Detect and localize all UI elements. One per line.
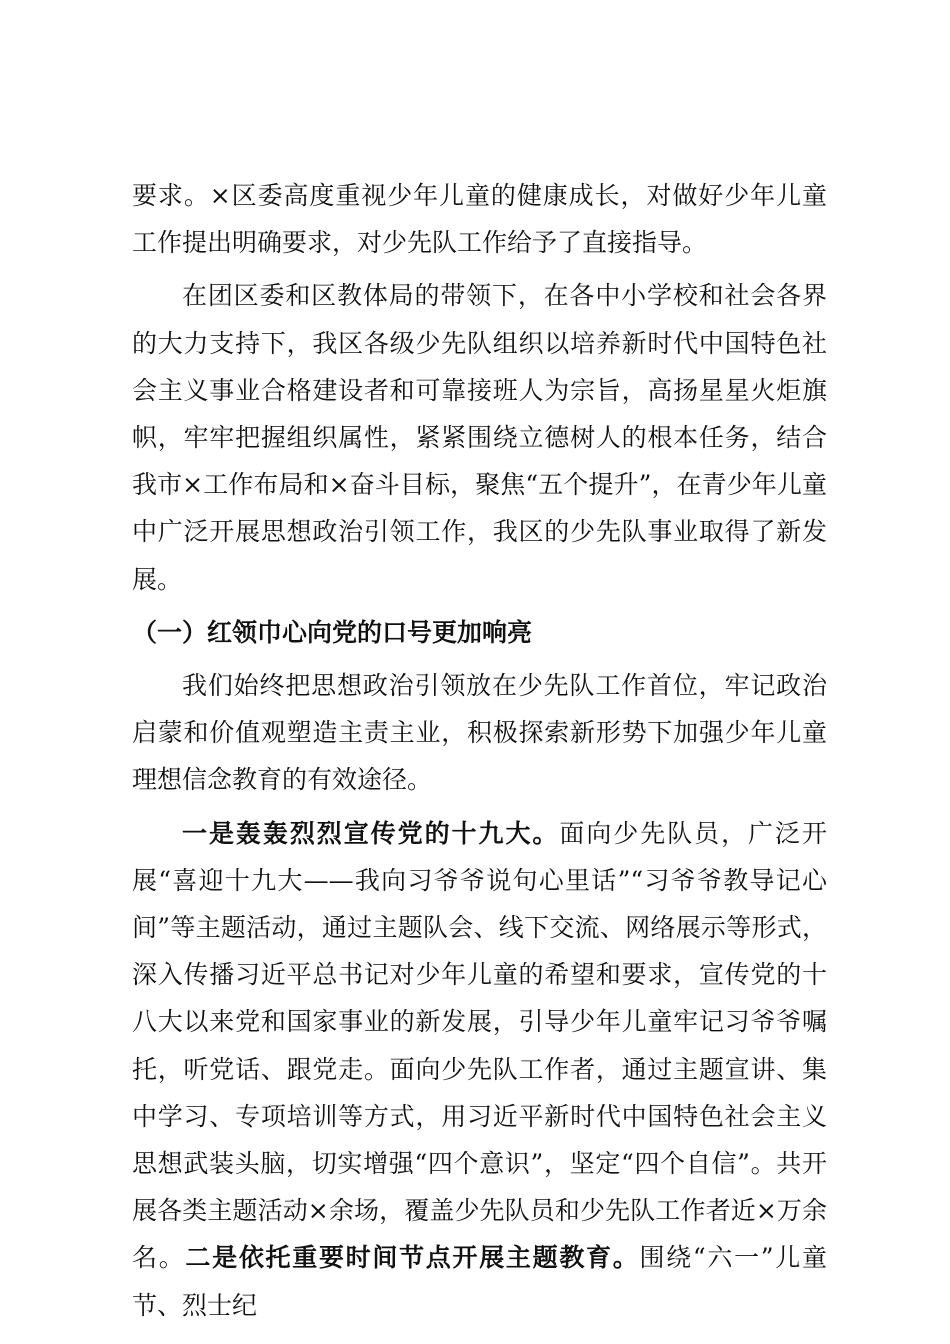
paragraph-section-intro: 我们始终把思想政治引领放在少先队工作首位，牢记政治启蒙和价值观塑造主责主业，积极探索新形势下加强少年儿童理想信念教育的有效途径。	[132, 671, 827, 795]
point-one-lead: 一是轰轰烈烈宣传党的十九大。	[182, 818, 560, 848]
section-heading: （一）红领巾心向党的口号更加响亮	[132, 617, 533, 647]
point-one-body: 面向少先队员，广泛开展“喜迎十九大——我向习爷爷说句心里话”“习爷爷教导记心间”等主题活动，通过主题队会、线下交流、网络展示等形式，深入传播习近平总书记对少年儿童的希望和要求，宣传党的十八大以来党和国家事业的新发展，引导少年儿童牢记习爷爷嘱托，听党话、跟党走。面向少先队工作者，通过主题宣讲、集中学习、专项培训等方式，用习近平新时代中国特色社会主义思想武装头脑，切实增强“四个意识”，坚定“四个自信”。共开展各类主题活动×余场，覆盖少先队员和少先队工作者近×万余名。	[132, 818, 827, 1273]
paragraph-continuation: 要求。×区委高度重视少年儿童的健康成长，对做好少年儿童工作提出明确要求，对少先队工作给予了直接指导。	[132, 181, 827, 258]
point-two-body: 围绕“六一”儿童节、烈士纪	[132, 1243, 827, 1320]
document-body	[132, 172, 827, 1329]
paragraph-intro: 在团区委和区教体局的带领下，在各中小学校和社会各界的大力支持下，我区各级少先队组织以培养新时代中国特色社会主义事业合格建设者和可靠接班人为宗旨，高扬星星火炬旗帜，牢牢把握组织属性，紧紧围绕立德树人的根本任务，结合我市×工作布局和×奋斗目标，聚焦“五个提升”，在青少年儿童中广泛开展思想政治引领工作，我区的少先队事业取得了新发展。	[132, 281, 827, 594]
point-two-lead: 二是依托重要时间节点开展主题教育。	[185, 1243, 640, 1273]
paragraph-measures	[132, 810, 827, 1329]
